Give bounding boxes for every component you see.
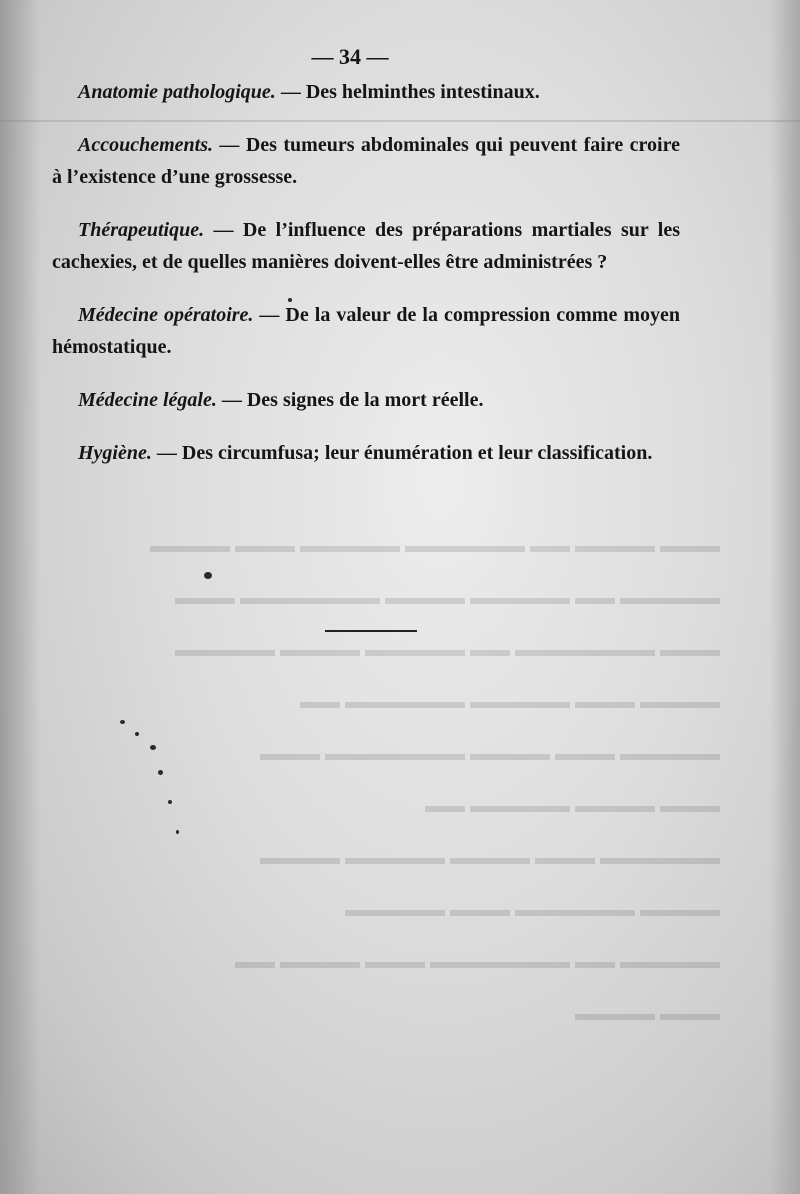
entry-subject: Hygiène. [78,442,152,464]
ink-speck [135,732,139,736]
entry-subject: Médecine légale. [78,389,217,411]
page-number: — 34 — [311,44,389,69]
entry-text: — Des helminthes intestinaux. [275,81,540,103]
ink-speck [176,830,179,834]
entry-text: — Des signes de la mort réelle. [216,389,484,411]
entry-text: — Des circumfusa; leur énumération et leur classification. [151,442,653,464]
entry-medecine-operatoire [52,299,680,363]
ink-speck [168,800,172,804]
ink-speck [204,572,212,579]
ink-speck [158,770,163,775]
ink-speck [150,745,156,750]
show-through-texture: ▬▬▬ ▬▬▬▬ ▬▬ ▬▬▬▬▬▬ ▬▬▬▬▬ ▬▬▬ ▬▬▬▬ ▬▬▬▬▬ ▬▬ ▬▬▬▬▬ ▬▬▬▬ ▬▬▬▬▬▬▬ ▬▬▬ ▬▬▬ ▬▬▬▬▬▬▬ ▬▬ ▬▬▬▬▬ ▬▬▬▬ ▬▬▬▬▬ ▬▬▬▬ ▬▬▬ ▬▬▬▬▬ ▬▬▬▬▬▬ ▬▬ ▬▬▬▬▬ ▬▬▬ ▬▬▬▬ ▬▬▬▬▬▬▬ ▬▬▬ ▬▬▬ ▬▬▬▬ ▬▬▬▬▬ ▬▬ ▬▬▬▬▬▬ ▬▬▬ ▬▬▬▬ ▬▬▬▬▬ ▬▬▬▬ ▬▬▬▬ ▬▬▬▬▬▬ ▬▬▬ ▬▬▬▬▬ ▬▬▬▬▬ ▬▬ ▬▬▬▬▬▬▬ ▬▬▬ ▬▬▬▬ ▬▬ ▬▬▬ ▬▬▬▬ [150,535,720,1025]
entry-text: — Des tumeurs abdominales qui peuvent faire croire à l’existence d’une grossesse. [52,134,680,188]
entry-subject: Thérapeutique. [78,219,205,241]
separator-rule [325,630,417,632]
ink-speck [120,720,125,724]
page-edge-shadow-right [770,0,800,1194]
entry-text: — De l’influence des préparations martiales sur les cachexies, et de quelles manières doivent-elles être administrées ? [52,219,680,273]
entry-subject: Médecine opératoire. [78,304,254,326]
entry-accouchements [52,129,680,193]
entry-anatomie-pathologique [52,76,680,108]
ink-speck [288,298,292,302]
entry-therapeutique [52,214,680,278]
entry-text: — De la valeur de la compression comme moyen hémostatique. [52,304,681,358]
entry-subject: Anatomie pathologique. [78,81,276,103]
entry-medecine-legale [52,384,680,416]
entry-hygiene [52,437,680,469]
entries-list [52,76,680,490]
entry-subject: Accouchements. [78,134,213,156]
page-edge-shadow [0,0,40,1194]
